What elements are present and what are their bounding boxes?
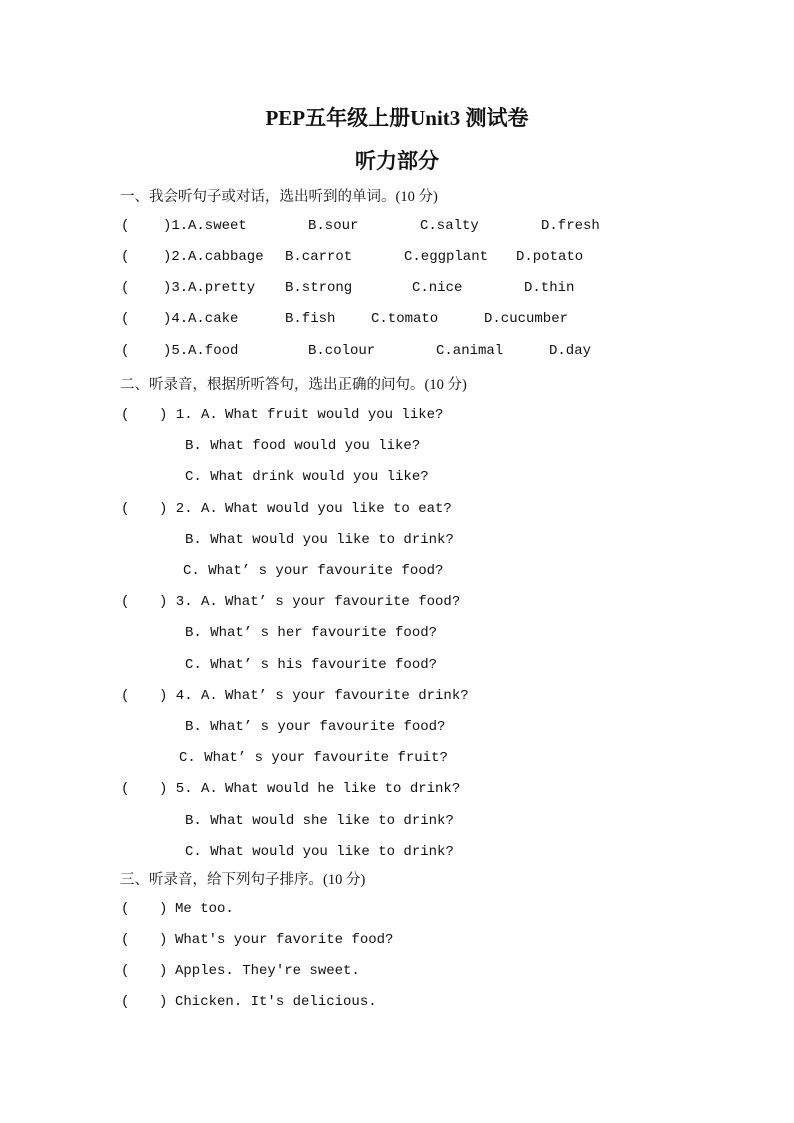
question-number: ) 2. A.	[159, 501, 218, 517]
page-subtitle: 听力部分	[355, 149, 439, 173]
option-c: C. What’ s your favourite food?	[183, 563, 444, 579]
option-b: B. What’ s your favourite food?	[185, 719, 446, 735]
option-c: C. What would you like to drink?	[185, 844, 454, 860]
section-1-heading: 一、我会听句子或对话，选出听到的单词。(10 分)	[120, 189, 438, 205]
option-c: C. What drink would you like?	[185, 469, 429, 485]
option-c: C.animal	[436, 343, 504, 359]
answer-bracket[interactable]: (	[121, 688, 130, 704]
option-b: B.sour	[308, 218, 359, 234]
option-b: B. What would you like to drink?	[185, 532, 454, 548]
answer-bracket[interactable]: (	[121, 994, 130, 1010]
option-c: C.tomato	[371, 311, 439, 327]
option-d: D.fresh	[541, 218, 600, 234]
sentence-item: Chicken. It's delicious.	[175, 994, 377, 1010]
answer-bracket-close: )	[159, 994, 168, 1010]
option-b: B.fish	[285, 311, 336, 327]
answer-bracket-close: )	[159, 963, 168, 979]
option-a: What’ s your favourite drink?	[225, 688, 469, 704]
question-number: ) 1. A.	[159, 407, 218, 423]
option-b: B. What would she like to drink?	[185, 813, 454, 829]
answer-bracket-close: )	[159, 932, 168, 948]
question-number: )1.	[163, 218, 189, 234]
question-number: )5.	[163, 343, 189, 359]
answer-bracket[interactable]: (	[121, 781, 130, 797]
question-number: ) 4. A.	[159, 688, 218, 704]
question-number: )3.	[163, 280, 189, 296]
option-a: A.cake	[188, 311, 239, 327]
answer-bracket[interactable]: (	[121, 501, 130, 517]
answer-bracket[interactable]: (	[121, 280, 130, 296]
answer-bracket[interactable]: (	[121, 932, 130, 948]
answer-bracket[interactable]: (	[121, 963, 130, 979]
option-c: C. What’ s your favourite fruit?	[179, 750, 448, 766]
answer-bracket[interactable]: (	[121, 901, 130, 917]
answer-bracket-close: )	[159, 901, 168, 917]
option-d: D.thin	[524, 280, 575, 296]
option-a: A.sweet	[188, 218, 247, 234]
option-b: B.strong	[285, 280, 353, 296]
option-a: What fruit would you like?	[225, 407, 444, 423]
question-number: ) 3. A.	[159, 594, 218, 610]
option-b: B.carrot	[285, 249, 353, 265]
option-d: D.potato	[516, 249, 584, 265]
sentence-item: Me too.	[175, 901, 234, 917]
option-c: C.nice	[412, 280, 463, 296]
answer-bracket[interactable]: (	[121, 343, 130, 359]
option-a: A.food	[188, 343, 239, 359]
question-number: )2.	[163, 249, 189, 265]
question-number: ) 5. A.	[159, 781, 218, 797]
answer-bracket[interactable]: (	[121, 407, 130, 423]
option-b: B. What’ s her favourite food?	[185, 625, 438, 641]
option-c: C. What’ s his favourite food?	[185, 657, 438, 673]
option-d: D.day	[549, 343, 592, 359]
option-b: B. What food would you like?	[185, 438, 421, 454]
answer-bracket[interactable]: (	[121, 594, 130, 610]
option-b: B.colour	[308, 343, 376, 359]
option-d: D.cucumber	[484, 311, 569, 327]
sentence-item: Apples. They're sweet.	[175, 963, 360, 979]
answer-bracket[interactable]: (	[121, 249, 130, 265]
question-number: )4.	[163, 311, 189, 327]
answer-bracket[interactable]: (	[121, 218, 130, 234]
option-a: What’ s your favourite food?	[225, 594, 461, 610]
option-c: C.salty	[420, 218, 479, 234]
sentence-item: What's your favorite food?	[175, 932, 394, 948]
page-title: PEP五年级上册Unit3 测试卷	[265, 106, 529, 130]
option-c: C.eggplant	[404, 249, 489, 265]
section-3-heading: 三、听录音，给下列句子排序。(10 分)	[120, 872, 366, 888]
option-a: A.cabbage	[188, 249, 264, 265]
section-2-heading: 二、听录音，根据所听答句，选出正确的问句。(10 分)	[120, 377, 467, 393]
option-a: What would he like to drink?	[225, 781, 461, 797]
option-a: A.pretty	[188, 280, 256, 296]
answer-bracket[interactable]: (	[121, 311, 130, 327]
option-a: What would you like to eat?	[225, 501, 452, 517]
